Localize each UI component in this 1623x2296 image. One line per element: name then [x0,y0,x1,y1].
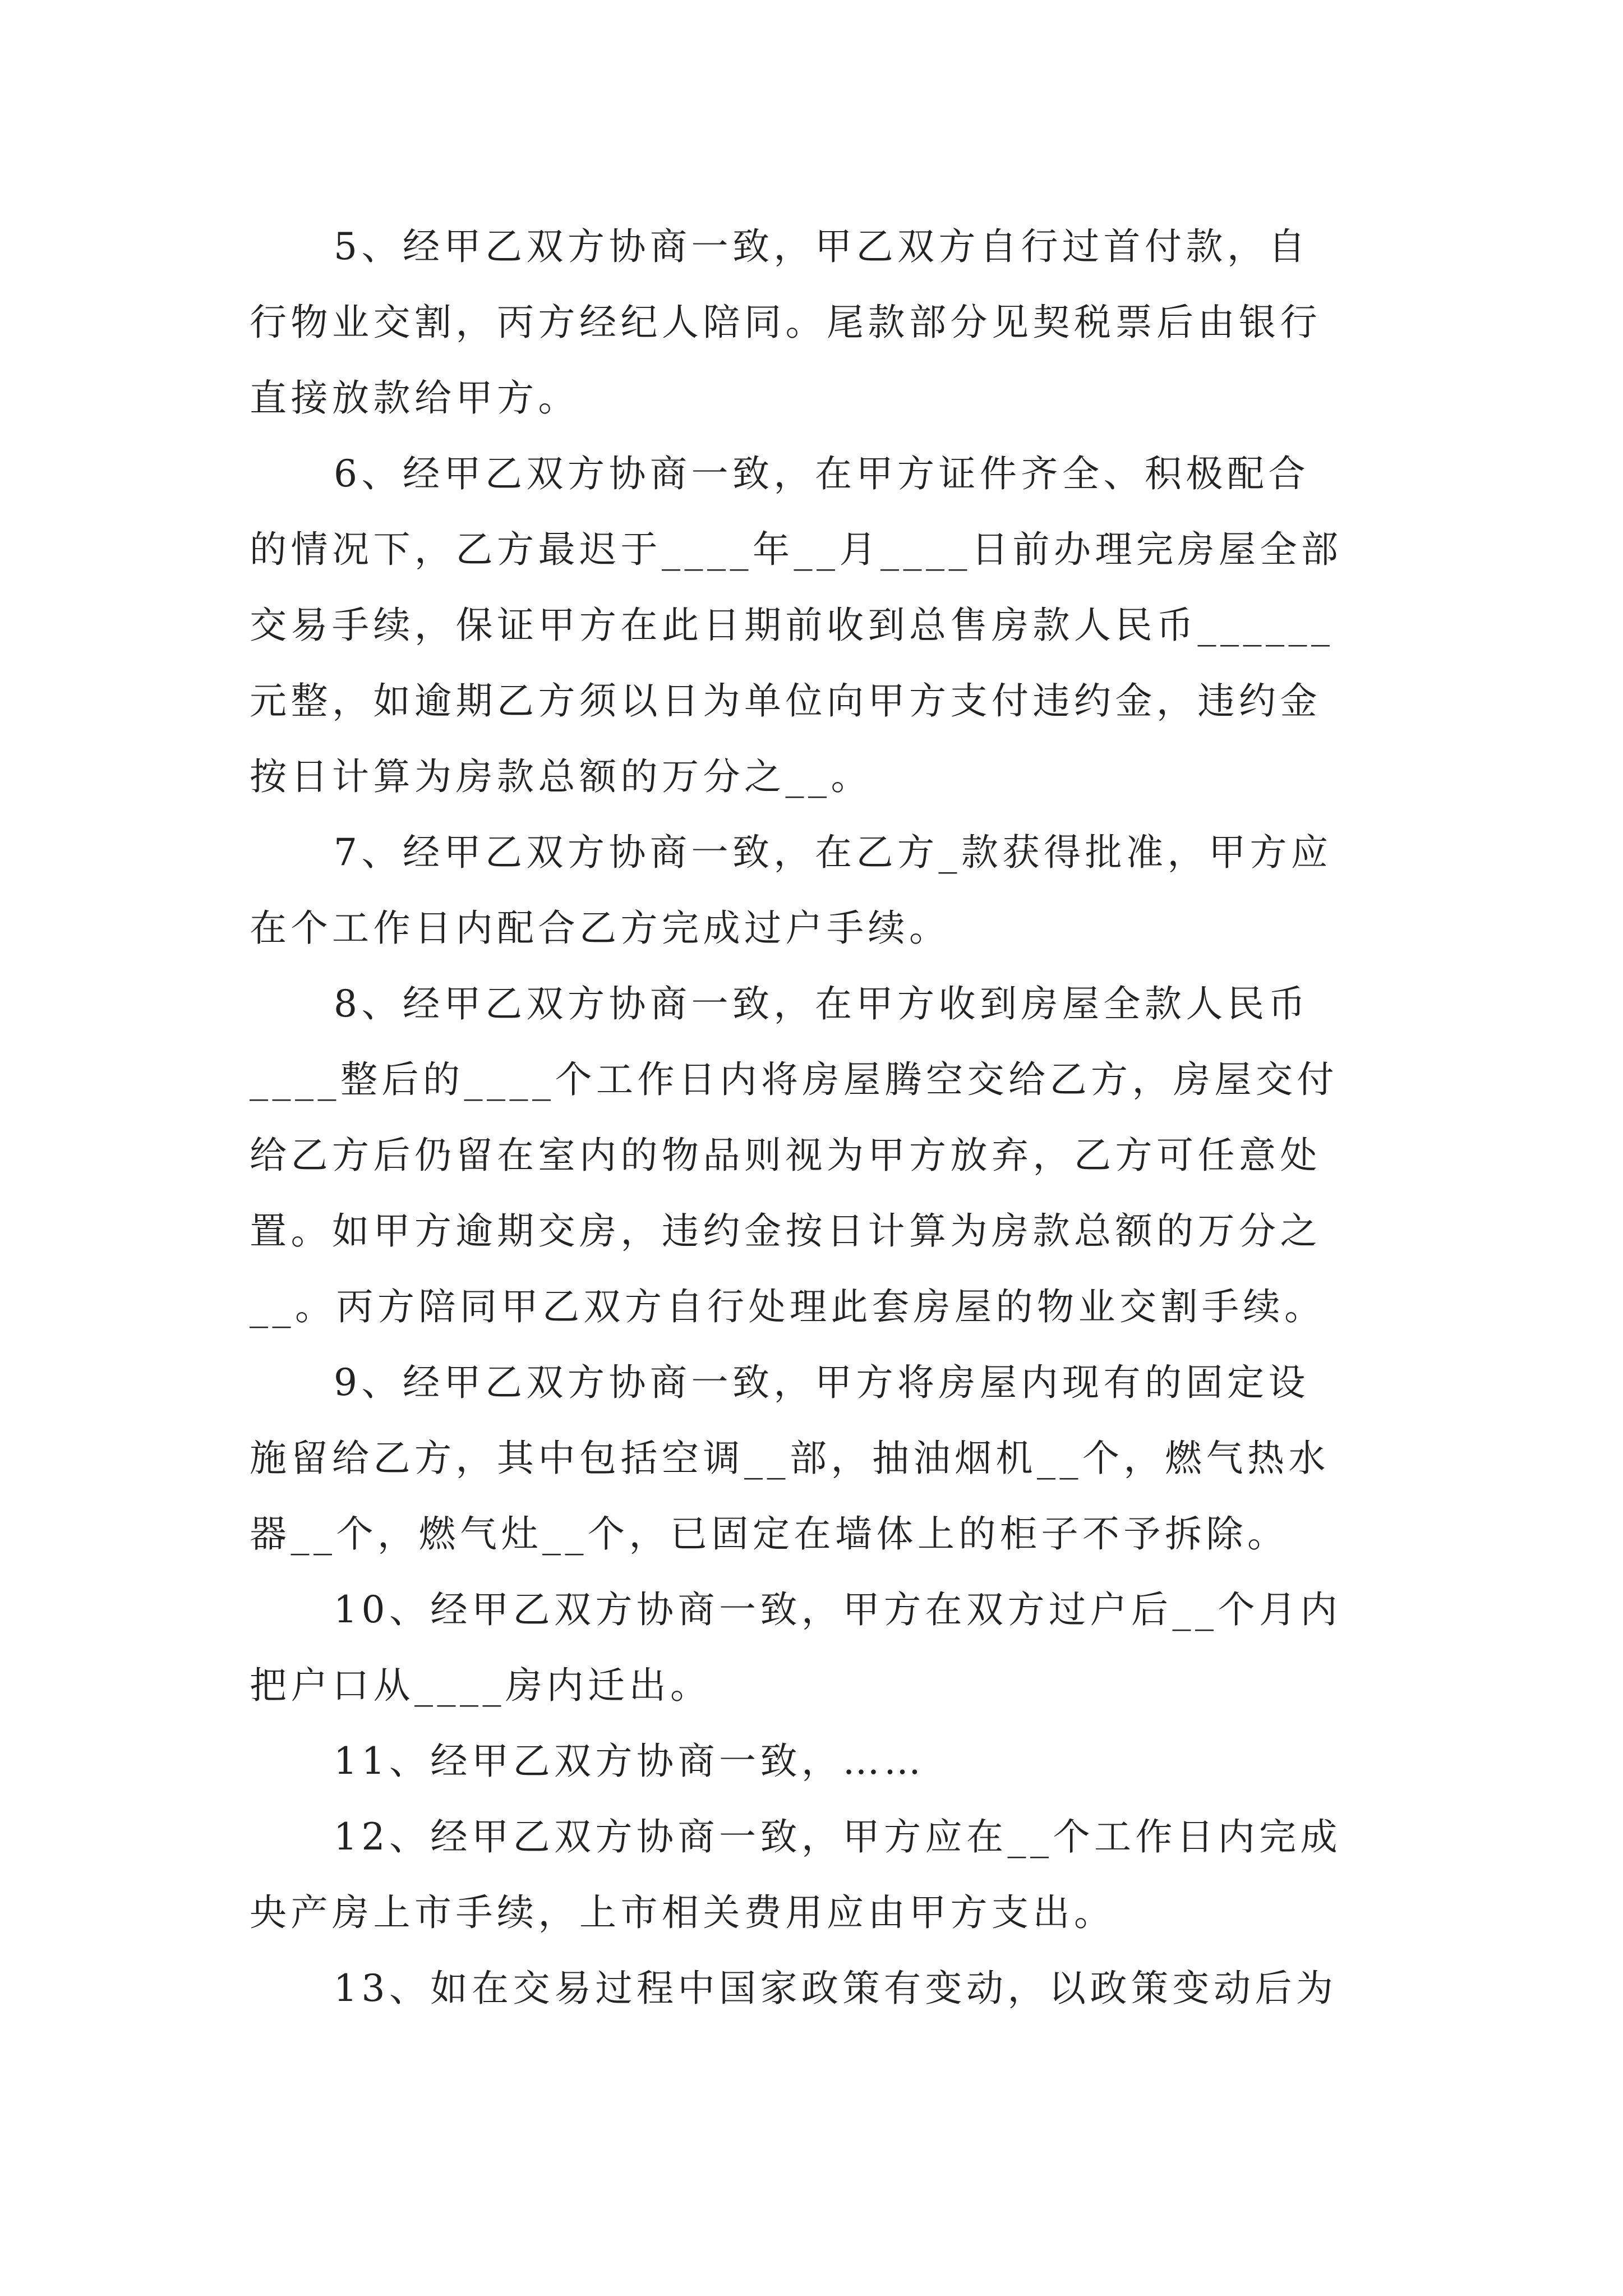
clause-10-line-1: 10、经甲乙双方协商一致，甲方在双方过户后__个月内 [334,1588,1341,1631]
clause-7-line-2: 在个工作日内配合乙方完成过户手续。 [250,907,951,950]
clause-10-line-2: 把户口从____房内迁出。 [250,1664,712,1707]
clause-12-line-1: 12、经甲乙双方协商一致，甲方应在__个工作日内完成 [334,1815,1341,1858]
clause-6-line-1: 6、经甲乙双方协商一致，在甲方证件齐全、积极配合 [334,452,1310,495]
clause-8-line-5: __。丙方陪同甲乙双方自行处理此套房屋的物业交割手续。 [250,1285,1326,1328]
clause-12-line-2: 央产房上市手续，上市相关费用应由甲方支出。 [250,1891,1115,1934]
clause-8-line-2: ____整后的____个工作日内将房屋腾空交给乙方，房屋交付 [250,1058,1338,1101]
clause-8-line-3: 给乙方后仍留在室内的物品则视为甲方放弃，乙方可任意处 [250,1134,1321,1177]
clause-8-line-1: 8、经甲乙双方协商一致，在甲方收到房屋全款人民币 [334,982,1310,1025]
clause-5-line-1: 5、经甲乙双方协商一致，甲乙双方自行过首付款，自 [334,225,1310,268]
clause-8-line-4: 置。如甲方逾期交房，违约金按日计算为房款总额的万分之 [250,1209,1321,1253]
clause-11-line-1: 11、经甲乙双方协商一致，…… [334,1740,925,1783]
clause-6-line-4: 元整，如逾期乙方须以日为单位向甲方支付违约金，违约金 [250,679,1321,723]
clause-5-line-3: 直接放款给甲方。 [250,376,579,420]
clause-9-line-2: 施留给乙方，其中包括空调__部，抽油烟机__个，燃气热水 [250,1437,1330,1480]
clause-6-line-5: 按日计算为房款总额的万分之__。 [250,755,872,798]
clause-9-line-1: 9、经甲乙双方协商一致，甲方将房屋内现有的固定设 [334,1361,1310,1404]
clause-7-line-1: 7、经甲乙双方协商一致，在乙方_款获得批准，甲方应 [334,831,1332,874]
clause-13-line-1: 13、如在交易过程中国家政策有变动，以政策变动后为 [334,1967,1338,2010]
clause-6-line-2: 的情况下，乙方最迟于____年__月____日前办理完房屋全部 [250,528,1343,571]
clause-6-line-3: 交易手续，保证甲方在此日期前收到总售房款人民币______ [250,604,1334,647]
clause-9-line-3: 器__个，燃气灶__个，已固定在墙体上的柜子不予拆除。 [250,1512,1289,1556]
clause-5-line-2: 行物业交割，丙方经纪人陪同。尾款部分见契税票后由银行 [250,301,1321,344]
